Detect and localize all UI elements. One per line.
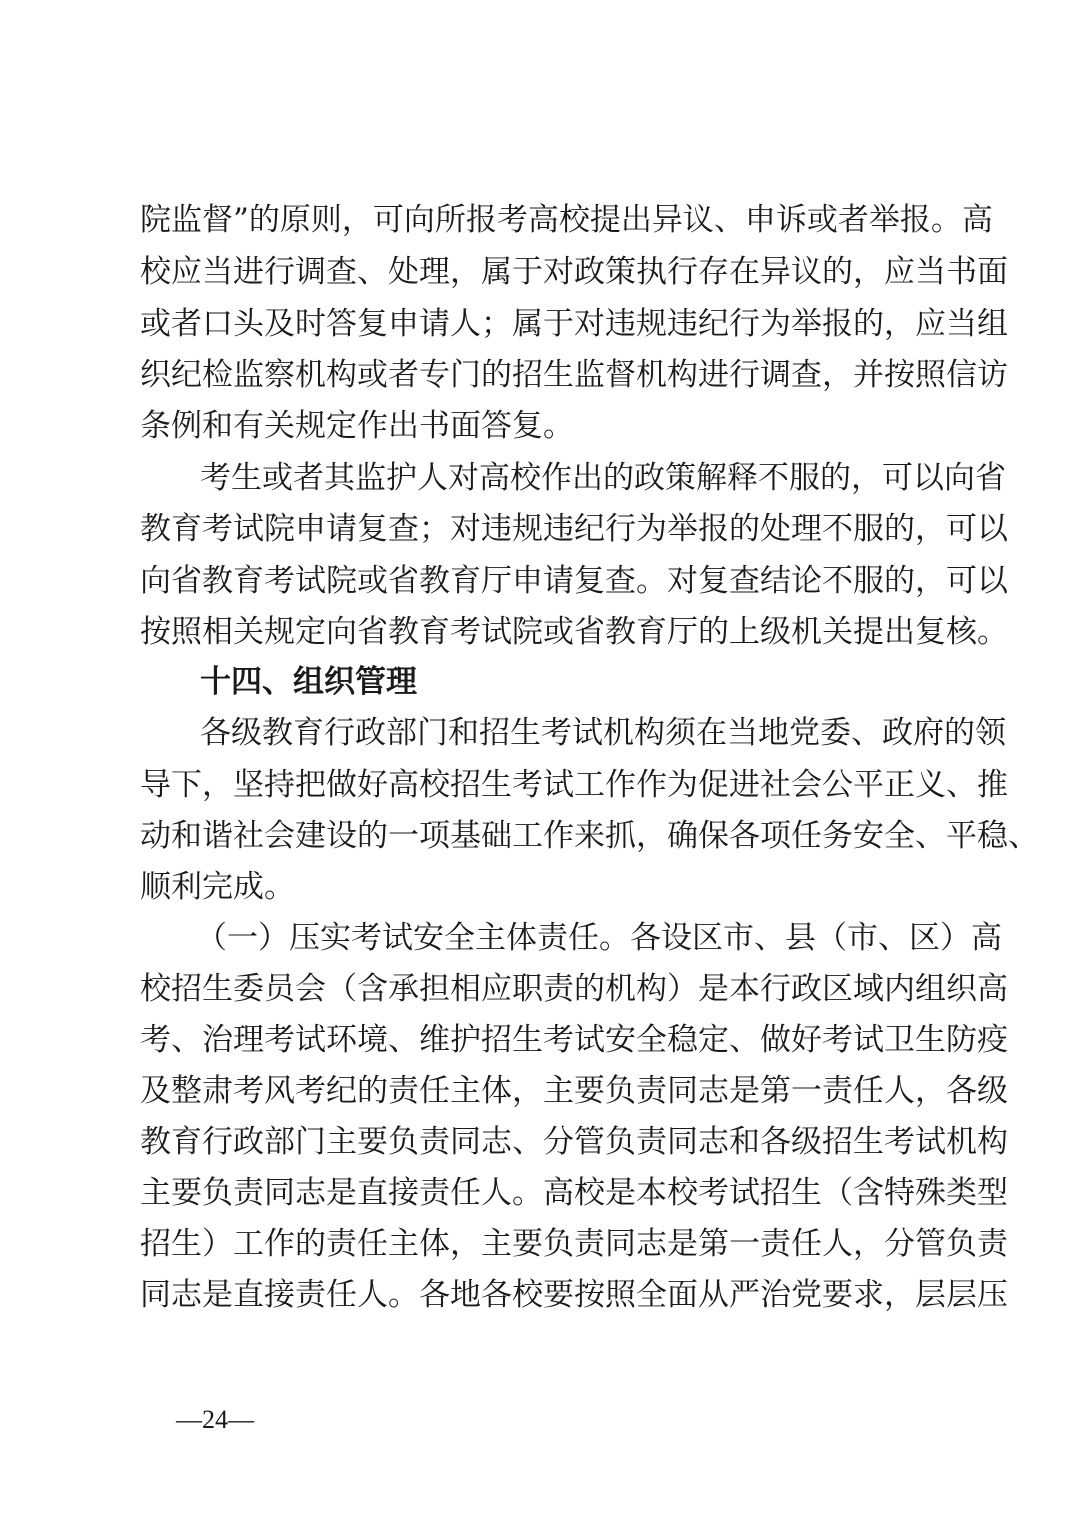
paragraph-line: 按照相关规定向省教育考试院或省教育厅的上级机关提出复核。 [140,614,1008,650]
paragraph-line: 考生或者其监护人对高校作出的政策解释不服的，可以向省 [200,460,1006,496]
paragraph-line: （一）压实考试安全主体责任。各设区市、县（市、区）高 [196,920,1002,956]
paragraph-line: 向省教育考试院或省教育厅申请复查。对复查结论不服的，可以 [140,563,1008,599]
paragraph-line: 条例和有关规定作出书面答复。 [140,408,574,444]
paragraph-line: 或者口头及时答复申请人；属于对违规违纪行为举报的，应当组 [140,306,1008,342]
paragraph-line: 教育考试院申请复查；对违规违纪行为举报的处理不服的，可以 [140,511,1008,547]
paragraph-line: 导下，坚持把做好高校招生考试工作作为促进社会公平正义、推 [140,767,1008,803]
paragraph-line: 各级教育行政部门和招生考试机构须在当地党委、政府的领 [200,715,1006,751]
paragraph-line: 顺利完成。 [140,869,295,905]
paragraph-line: 招生）工作的责任主体，主要负责同志是第一责任人，分管负责 [140,1226,1008,1262]
page-number: —24— [176,1405,254,1434]
paragraph-line: 主要负责同志是直接责任人。高校是本校考试招生（含特殊类型 [140,1175,1008,1211]
paragraph-line: 校应当进行调查、处理，属于对政策执行存在异议的，应当书面 [140,254,1008,290]
paragraph-line: 教育行政部门主要负责同志、分管负责同志和各级招生考试机构 [140,1124,1008,1160]
paragraph-line: 考、治理考试环境、维护招生考试安全稳定、做好考试卫生防疫 [140,1022,1008,1058]
paragraph-line: 院监督”的原则，可向所报考高校提出异议、申诉或者举报。高 [140,202,993,238]
paragraph-line: 动和谐社会建设的一项基础工作来抓，确保各项任务安全、平稳、 [140,818,1039,854]
section-heading: 十四、组织管理 [200,664,417,700]
paragraph-line: 校招生委员会（含承担相应职责的机构）是本行政区域内组织高 [140,971,1008,1007]
paragraph-line: 及整肃考风考纪的责任主体，主要负责同志是第一责任人，各级 [140,1073,1008,1109]
paragraph-line: 织纪检监察机构或者专门的招生监督机构进行调查，并按照信访 [140,357,1008,393]
paragraph-line: 同志是直接责任人。各地各校要按照全面从严治党要求，层层压 [140,1277,1008,1313]
